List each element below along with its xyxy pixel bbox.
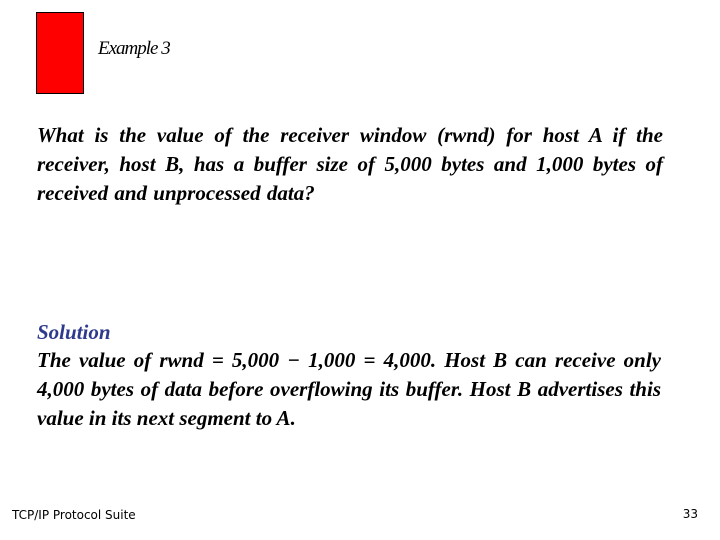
solution-text: The value of rwnd = 5,000 − 1,000 = 4,000. Host B can receive only 4,000 bytes of data before overflowing its buffer. Host B advertises this value in its next segment to A. xyxy=(37,348,661,430)
page-number: 33 xyxy=(682,507,698,521)
question-text: What is the value of the receiver window (rwnd) for host A if the receiver, host B, has a buffer size of 5,000 bytes and 1,000 bytes of received and unprocessed data? xyxy=(37,123,663,205)
solution-heading: Solution xyxy=(37,320,111,344)
red-title-block xyxy=(36,12,84,94)
footer-course-title: TCP/IP Protocol Suite xyxy=(12,508,136,522)
example-title: Example 3 xyxy=(98,38,170,59)
